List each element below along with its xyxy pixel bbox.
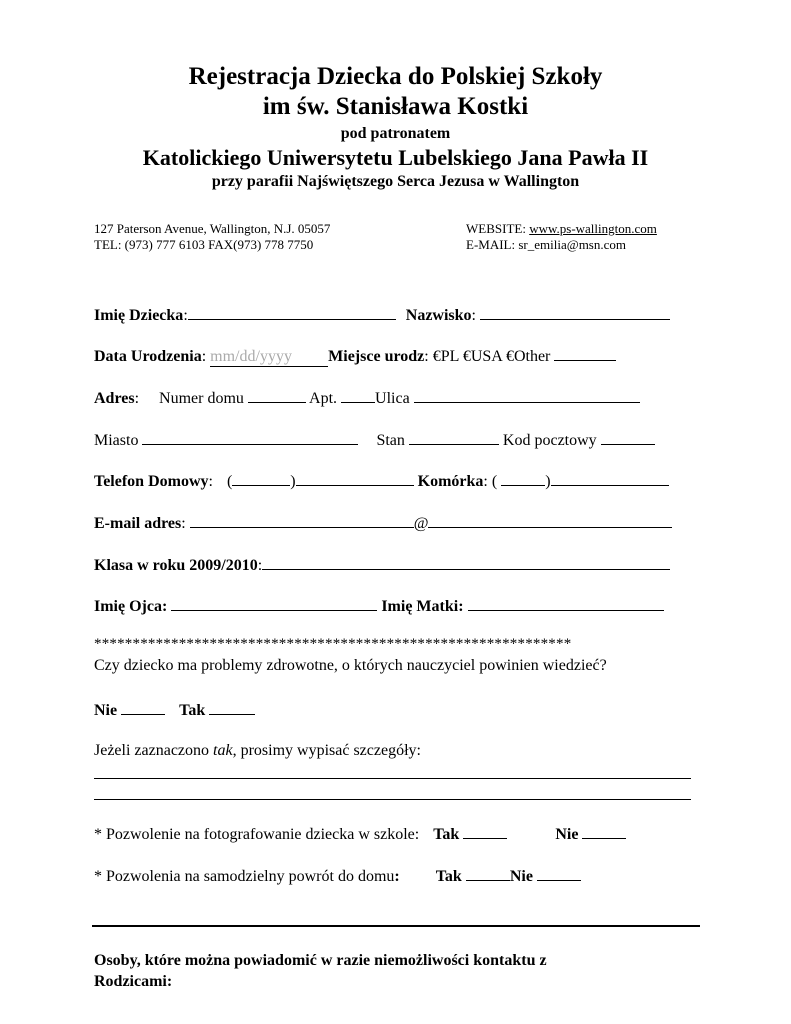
details-suffix: , prosimy wypisać szczegóły: bbox=[232, 742, 421, 759]
email-domain-field[interactable] bbox=[428, 512, 672, 528]
health-no-field[interactable] bbox=[121, 699, 165, 715]
mother-name-field[interactable] bbox=[468, 595, 664, 611]
child-name-row: Imię Dziecka: Nazwisko: bbox=[94, 304, 670, 326]
birth-row: Data Urodzenia: mm/dd/yyyy Miejsce urodz: €PL €USA €Other bbox=[94, 345, 616, 367]
class-row: Klasa w roku 2009/2010: bbox=[94, 554, 670, 576]
patronage-text: pod patronatem bbox=[340, 125, 451, 142]
health-answer-row bbox=[94, 699, 255, 721]
website-line bbox=[466, 221, 657, 237]
home-phone-field[interactable] bbox=[296, 470, 414, 486]
state-field[interactable] bbox=[409, 429, 499, 445]
class-year-label: Klasa w roku 2009/2010 bbox=[94, 557, 258, 574]
walk-home-permission-row: * Pozwolenia na samodzielny powrót do domu: Tak Nie bbox=[94, 865, 581, 887]
walk-yes-label: Tak bbox=[435, 868, 462, 885]
photo-permission-row bbox=[94, 823, 626, 845]
photo-no-field[interactable] bbox=[582, 823, 626, 839]
photo-permission-label: * Pozwolenie na fotografowanie dziecka w szkole: bbox=[94, 826, 420, 843]
emergency-contacts-heading-line1: Osoby, które można powiadomić w razie niemożliwości kontaktu z bbox=[94, 952, 547, 969]
form-title: Rejestracja Dziecka do Polskiej Szkoły bbox=[188, 63, 603, 90]
child-first-name-field[interactable] bbox=[188, 304, 396, 320]
street-field[interactable] bbox=[414, 387, 640, 403]
mobile-field[interactable] bbox=[551, 470, 669, 486]
details-italic: tak bbox=[213, 742, 233, 759]
city-field[interactable] bbox=[142, 429, 358, 445]
parish-name: przy parafii Najświętszego Serca Jezusa w Wallington bbox=[211, 173, 580, 190]
apt-field[interactable] bbox=[341, 387, 375, 403]
section-divider bbox=[92, 925, 700, 927]
school-email: E-MAIL: sr_emilia@msn.com bbox=[466, 237, 626, 252]
parents-row bbox=[94, 595, 664, 617]
emergency-contacts-heading-line2: Rodzicami: bbox=[94, 973, 173, 990]
health-yes-label: Tak bbox=[179, 702, 206, 719]
street-label: Ulica bbox=[375, 390, 410, 407]
home-phone-area-field[interactable] bbox=[232, 470, 290, 486]
zip-field[interactable] bbox=[601, 429, 655, 445]
details-prefix: Jeżeli zaznaczono bbox=[94, 742, 214, 759]
email-user-field[interactable] bbox=[190, 512, 414, 528]
city-row bbox=[94, 429, 655, 451]
class-year-field[interactable] bbox=[262, 554, 670, 570]
website-link[interactable]: www.ps-wallington.com bbox=[529, 221, 657, 236]
birth-date-label: Data Urodzenia bbox=[94, 348, 202, 365]
address-row: Adres: Numer domu Apt. Ulica bbox=[94, 387, 640, 409]
house-number-field[interactable] bbox=[248, 387, 306, 403]
phone-row: Telefon Domowy: ( ) Komórka: ( ) bbox=[94, 470, 669, 492]
zip-label: Kod pocztowy bbox=[502, 432, 597, 449]
email-row: E-mail adres: @ bbox=[94, 512, 672, 534]
father-name-label: Imię Ojca: bbox=[94, 598, 168, 615]
house-number-label: Numer domu bbox=[159, 390, 244, 407]
birth-place-other-field[interactable] bbox=[554, 345, 616, 361]
walk-yes-field[interactable] bbox=[466, 865, 510, 881]
state-label: Stan bbox=[376, 432, 405, 449]
photo-yes-field[interactable] bbox=[463, 823, 507, 839]
birth-place-options[interactable]: €PL €USA €Other bbox=[432, 348, 551, 365]
birth-date-input[interactable] bbox=[210, 348, 328, 367]
child-first-name-label: Imię Dziecka bbox=[94, 307, 184, 324]
asterisk-separator: ************************************************************** bbox=[94, 636, 572, 652]
birth-place-label: Miejsce urodz bbox=[328, 348, 425, 365]
website-label: WEBSITE: bbox=[466, 221, 530, 236]
school-address: 127 Paterson Avenue, Wallington, N.J. 05057 bbox=[94, 221, 331, 236]
health-question: Czy dziecko ma problemy zdrowotne, o których nauczyciel powinien wiedzieć? bbox=[94, 657, 607, 674]
apt-label: Apt. bbox=[309, 390, 338, 407]
mobile-area-field[interactable] bbox=[501, 470, 545, 486]
walk-home-permission-label: * Pozwolenia na samodzielny powrót do domu bbox=[94, 868, 395, 885]
health-no-label: Nie bbox=[94, 702, 118, 719]
health-yes-field[interactable] bbox=[209, 699, 255, 715]
surname-field[interactable] bbox=[480, 304, 670, 320]
school-name: im św. Stanisława Kostki bbox=[262, 93, 529, 120]
mother-name-label: Imię Matki: bbox=[381, 598, 464, 615]
walk-no-field[interactable] bbox=[537, 865, 581, 881]
home-phone-label: Telefon Domowy bbox=[94, 473, 209, 490]
details-line-1[interactable] bbox=[94, 778, 691, 779]
school-phone-fax: TEL: (973) 777 6103 FAX(973) 778 7750 bbox=[94, 237, 314, 252]
walk-no-label: Nie bbox=[509, 868, 533, 885]
photo-yes-label: Tak bbox=[433, 826, 460, 843]
surname-label: Nazwisko bbox=[405, 307, 472, 324]
address-label: Adres bbox=[94, 390, 135, 407]
university-name: Katolickiego Uniwersytetu Lubelskiego Jana Pawła II bbox=[142, 145, 649, 170]
details-instruction bbox=[94, 741, 421, 761]
father-name-field[interactable] bbox=[171, 595, 377, 611]
photo-no-label: Nie bbox=[555, 826, 579, 843]
email-label: E-mail adres bbox=[94, 515, 182, 532]
details-line-2[interactable] bbox=[94, 799, 691, 800]
mobile-label: Komórka bbox=[417, 473, 484, 490]
city-label: Miasto bbox=[94, 432, 139, 449]
